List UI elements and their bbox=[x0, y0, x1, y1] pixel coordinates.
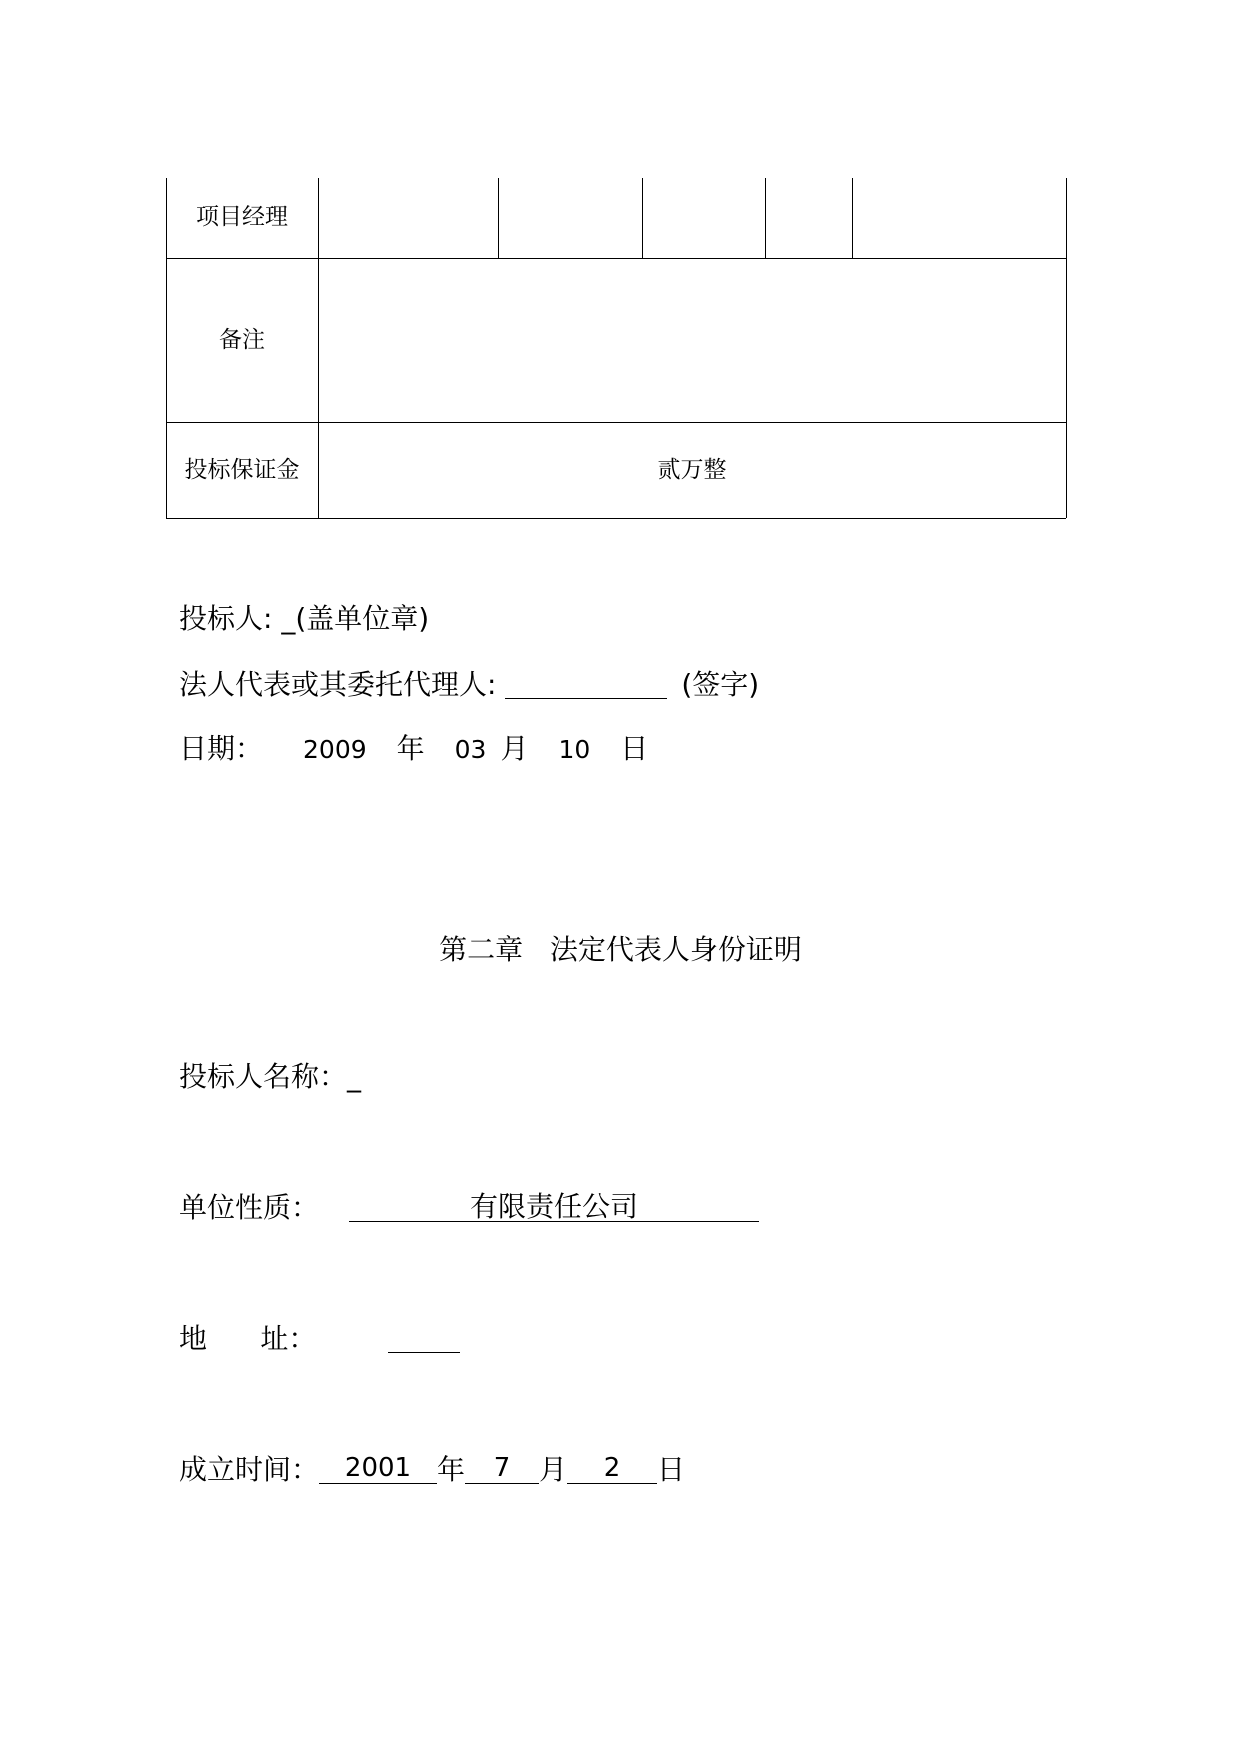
date-day: 10 bbox=[558, 735, 591, 764]
bidder-name-value: _ bbox=[347, 1060, 362, 1093]
table-row-label: 备注 bbox=[219, 327, 265, 353]
representative-line bbox=[179, 670, 759, 699]
signature-field bbox=[505, 670, 667, 699]
established-label: 成立时间： bbox=[179, 1453, 320, 1486]
table-row-label: 投标保证金 bbox=[184, 457, 300, 483]
address-line bbox=[179, 1324, 460, 1353]
established-month: 7 bbox=[465, 1455, 539, 1484]
address-field bbox=[388, 1324, 460, 1353]
table-border-bottom bbox=[166, 518, 1066, 519]
chapter-title: 第二章 法定代表人身份证明 bbox=[439, 933, 802, 966]
date-label: 日期： bbox=[179, 732, 264, 765]
year-unit: 年 bbox=[396, 732, 425, 765]
established-line bbox=[179, 1455, 685, 1484]
day-unit: 日 bbox=[620, 732, 649, 765]
bidder-line bbox=[179, 602, 430, 635]
established-month-unit: 月 bbox=[539, 1453, 568, 1486]
signature-note: (签字) bbox=[681, 668, 760, 701]
table-divider bbox=[765, 178, 766, 258]
bidder-name-label: 投标人名称： bbox=[179, 1060, 348, 1093]
month-unit: 月 bbox=[500, 732, 529, 765]
company-nature-value: 有限责任公司 bbox=[349, 1193, 759, 1222]
table-border-right bbox=[1066, 178, 1067, 518]
bidder-label: 投标人: bbox=[179, 602, 282, 635]
company-nature-line bbox=[179, 1190, 759, 1224]
table-divider bbox=[498, 178, 499, 258]
company-nature-label: 单位性质： bbox=[179, 1191, 320, 1224]
established-year: 2001 bbox=[319, 1455, 437, 1484]
established-year-unit: 年 bbox=[437, 1453, 466, 1486]
table-row-divider bbox=[166, 258, 1066, 259]
table-row-label: 项目经理 bbox=[196, 204, 288, 230]
bid-summary-table bbox=[166, 178, 1066, 518]
bid-bond-value: 贰万整 bbox=[657, 457, 727, 483]
date-year: 2009 bbox=[303, 735, 367, 764]
date-line bbox=[179, 732, 649, 765]
date-month: 03 bbox=[454, 735, 487, 764]
established-day: 2 bbox=[567, 1455, 657, 1484]
table-row-divider bbox=[166, 422, 1066, 423]
bidder-name-line bbox=[179, 1060, 362, 1093]
table-divider bbox=[642, 178, 643, 258]
table-divider bbox=[852, 178, 853, 258]
address-label: 地 址： bbox=[179, 1322, 317, 1355]
bidder-blank: _ bbox=[281, 602, 296, 635]
representative-label: 法人代表或其委托代理人: bbox=[179, 668, 506, 701]
bidder-seal-note: (盖单位章) bbox=[295, 602, 430, 635]
established-day-unit: 日 bbox=[657, 1453, 686, 1486]
